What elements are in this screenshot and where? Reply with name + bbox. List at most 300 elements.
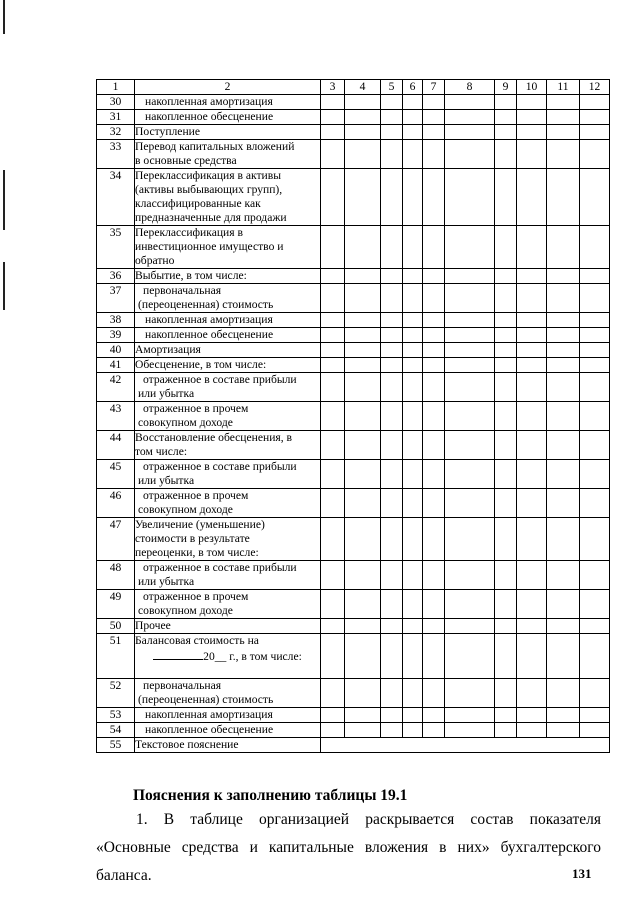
row-number: 37 xyxy=(97,284,135,313)
row-number: 40 xyxy=(97,343,135,358)
value-cell xyxy=(580,373,610,402)
row-number: 42 xyxy=(97,373,135,402)
value-cell xyxy=(321,110,345,125)
row-label-line: Обесценение, в том числе: xyxy=(135,358,267,371)
value-cell xyxy=(547,460,580,489)
value-cell xyxy=(547,723,580,738)
paragraph-text: 1. В таблице организацией раскрывается состав показателя «Основные средства и капитальные вложения в них» бухгалтерского баланса. xyxy=(96,811,601,884)
value-cell xyxy=(403,431,423,460)
row-label-line: Поступление xyxy=(135,125,201,138)
value-cell xyxy=(445,140,495,169)
value-cell xyxy=(403,619,423,634)
value-cell xyxy=(345,373,381,402)
value-cell xyxy=(403,169,423,226)
value-cell xyxy=(345,489,381,518)
value-cell xyxy=(381,269,403,284)
value-cell xyxy=(423,679,445,708)
value-cell xyxy=(381,723,403,738)
table-row xyxy=(97,708,610,723)
value-cell xyxy=(495,358,517,373)
row-number: 35 xyxy=(97,226,135,269)
value-cell xyxy=(423,269,445,284)
value-cell xyxy=(381,110,403,125)
row-label-line: отраженное в составе прибыли xyxy=(143,460,297,473)
table-row xyxy=(97,110,610,125)
table-row xyxy=(97,723,610,738)
value-cell xyxy=(423,125,445,140)
value-cell xyxy=(547,402,580,431)
row-label-line: накопленное обесценение xyxy=(145,723,274,736)
value-cell xyxy=(517,460,547,489)
value-cell xyxy=(403,561,423,590)
value-cell xyxy=(517,431,547,460)
value-cell xyxy=(495,226,517,269)
value-cell xyxy=(321,708,345,723)
value-cell xyxy=(381,226,403,269)
value-cell xyxy=(403,634,423,679)
explanations-heading: Пояснения к заполнению таблицы 19.1 xyxy=(133,787,408,804)
value-cell xyxy=(403,95,423,110)
value-cell xyxy=(381,431,403,460)
value-cell xyxy=(403,590,423,619)
value-cell xyxy=(345,634,381,679)
value-cell xyxy=(445,460,495,489)
row-number: 41 xyxy=(97,358,135,373)
value-cell xyxy=(495,284,517,313)
value-cell xyxy=(321,489,345,518)
value-cell xyxy=(321,402,345,431)
row-number: 53 xyxy=(97,708,135,723)
value-cell xyxy=(547,140,580,169)
row-label xyxy=(135,561,321,590)
row-label-line: первоначальная xyxy=(143,679,222,692)
value-cell xyxy=(403,518,423,561)
value-cell xyxy=(381,460,403,489)
row-label-line: Выбытие, в том числе: xyxy=(135,269,247,282)
value-cell xyxy=(381,634,403,679)
row-label-line: накопленная амортизация xyxy=(145,708,273,721)
row-label-line: в основные средства xyxy=(135,154,237,167)
value-cell xyxy=(321,284,345,313)
table-row xyxy=(97,460,610,489)
value-cell xyxy=(445,679,495,708)
table-row xyxy=(97,431,610,460)
value-cell xyxy=(517,723,547,738)
value-cell xyxy=(423,460,445,489)
value-cell xyxy=(517,343,547,358)
value-cell xyxy=(580,269,610,284)
row-number: 51 xyxy=(97,634,135,679)
value-cell xyxy=(381,313,403,328)
value-cell xyxy=(321,226,345,269)
value-cell xyxy=(445,328,495,343)
value-cell xyxy=(345,708,381,723)
header-cell: 5 xyxy=(381,80,403,95)
value-cell xyxy=(547,358,580,373)
value-cell xyxy=(321,343,345,358)
row-label xyxy=(135,269,321,284)
value-cell xyxy=(345,518,381,561)
row-label-line: накопленное обесценение xyxy=(145,328,274,341)
value-cell xyxy=(547,284,580,313)
value-cell xyxy=(517,269,547,284)
value-cell xyxy=(445,402,495,431)
value-cell xyxy=(423,313,445,328)
value-cell xyxy=(580,226,610,269)
value-cell xyxy=(495,328,517,343)
value-cell xyxy=(495,140,517,169)
row-number: 54 xyxy=(97,723,135,738)
value-cell xyxy=(403,110,423,125)
row-label-line: предназначенные для продажи xyxy=(135,211,287,224)
value-cell xyxy=(381,328,403,343)
value-cell xyxy=(403,140,423,169)
row-label-line: отраженное в прочем xyxy=(143,489,249,502)
row-label-line: переоценки, в том числе: xyxy=(135,546,259,559)
table-row xyxy=(97,284,610,313)
value-cell xyxy=(403,402,423,431)
value-cell xyxy=(381,708,403,723)
value-cell xyxy=(517,619,547,634)
row-number: 36 xyxy=(97,269,135,284)
value-cell xyxy=(517,708,547,723)
row-label xyxy=(135,169,321,226)
row-label-line: Перевод капитальных вложений xyxy=(135,140,295,153)
value-cell xyxy=(403,125,423,140)
value-cell xyxy=(445,125,495,140)
value-cell xyxy=(547,95,580,110)
row-number: 44 xyxy=(97,431,135,460)
value-cell xyxy=(423,226,445,269)
row-label-line: том числе: xyxy=(135,445,188,458)
row-label xyxy=(135,226,321,269)
value-cell xyxy=(445,590,495,619)
value-cell xyxy=(517,489,547,518)
value-cell xyxy=(517,125,547,140)
value-cell xyxy=(517,634,547,679)
row-number: 52 xyxy=(97,679,135,708)
value-cell xyxy=(321,95,345,110)
row-label-line: или убытка xyxy=(138,575,195,588)
row-number: 30 xyxy=(97,95,135,110)
value-cell xyxy=(381,169,403,226)
margin-mark-lower xyxy=(3,262,5,310)
value-cell xyxy=(547,125,580,140)
value-cell xyxy=(345,561,381,590)
table-row xyxy=(97,313,610,328)
table-row xyxy=(97,358,610,373)
value-cell xyxy=(580,723,610,738)
row-number: 49 xyxy=(97,590,135,619)
value-cell xyxy=(321,125,345,140)
value-cell xyxy=(345,460,381,489)
value-cell xyxy=(547,169,580,226)
row-label-line: отраженное в прочем xyxy=(143,590,249,603)
value-cell xyxy=(403,723,423,738)
value-cell xyxy=(345,590,381,619)
value-cell xyxy=(423,619,445,634)
value-cell xyxy=(517,169,547,226)
value-cell xyxy=(423,284,445,313)
table-row xyxy=(97,402,610,431)
row-label-line: совокупном доходе xyxy=(138,416,233,429)
value-cell xyxy=(580,634,610,679)
row-label-line: обратно xyxy=(135,254,175,267)
row-number: 43 xyxy=(97,402,135,431)
value-cell xyxy=(423,169,445,226)
value-cell xyxy=(423,95,445,110)
value-cell xyxy=(381,619,403,634)
row-label xyxy=(135,140,321,169)
value-cell xyxy=(495,723,517,738)
table-row xyxy=(97,561,610,590)
header-cell: 11 xyxy=(547,80,580,95)
value-cell xyxy=(381,140,403,169)
value-cell xyxy=(517,561,547,590)
value-cell xyxy=(580,328,610,343)
value-cell xyxy=(580,402,610,431)
value-cell xyxy=(517,328,547,343)
value-cell xyxy=(321,269,345,284)
value-cell xyxy=(445,723,495,738)
row-label xyxy=(135,619,321,634)
table-row xyxy=(97,328,610,343)
value-cell xyxy=(381,402,403,431)
value-cell xyxy=(345,619,381,634)
header-cell: 9 xyxy=(495,80,517,95)
row-label-line: накопленная амортизация xyxy=(145,313,273,326)
value-cell xyxy=(321,460,345,489)
value-cell xyxy=(381,489,403,518)
value-cell xyxy=(423,590,445,619)
row-number: 45 xyxy=(97,460,135,489)
value-cell xyxy=(580,679,610,708)
value-cell xyxy=(403,373,423,402)
value-cell xyxy=(321,518,345,561)
value-cell xyxy=(580,110,610,125)
value-cell xyxy=(517,140,547,169)
row-label-line: или убытка xyxy=(138,387,195,400)
table-row xyxy=(97,373,610,402)
row-label-line: Балансовая стоимость на xyxy=(135,634,259,647)
row-label xyxy=(135,431,321,460)
row-label xyxy=(135,708,321,723)
value-cell xyxy=(445,313,495,328)
value-cell xyxy=(321,431,345,460)
value-cell xyxy=(381,590,403,619)
row-label xyxy=(135,679,321,708)
row-label-line: или убытка xyxy=(138,474,195,487)
value-cell xyxy=(580,708,610,723)
value-cell xyxy=(403,269,423,284)
value-cell xyxy=(445,95,495,110)
value-cell xyxy=(580,284,610,313)
value-cell xyxy=(445,518,495,561)
value-cell xyxy=(580,343,610,358)
value-cell xyxy=(495,402,517,431)
value-cell xyxy=(321,561,345,590)
value-cell xyxy=(445,634,495,679)
value-cell xyxy=(547,518,580,561)
value-cell xyxy=(445,373,495,402)
value-cell xyxy=(580,460,610,489)
value-cell xyxy=(345,343,381,358)
value-cell xyxy=(517,679,547,708)
table-row xyxy=(97,518,610,561)
value-cell xyxy=(345,679,381,708)
row-label-line: накопленная амортизация xyxy=(145,95,273,108)
value-cell xyxy=(445,226,495,269)
row-label-line: отраженное в составе прибыли xyxy=(143,373,297,386)
value-cell xyxy=(345,284,381,313)
value-cell xyxy=(403,489,423,518)
value-cell xyxy=(495,313,517,328)
value-cell xyxy=(403,284,423,313)
value-cell xyxy=(580,169,610,226)
table-row xyxy=(97,169,610,226)
value-cell xyxy=(517,110,547,125)
value-cell xyxy=(423,723,445,738)
value-cell xyxy=(423,518,445,561)
value-cell xyxy=(423,708,445,723)
row-label xyxy=(135,402,321,431)
value-cell xyxy=(445,561,495,590)
value-cell xyxy=(495,518,517,561)
row-label xyxy=(135,284,321,313)
row-label-line: стоимости в результате xyxy=(135,532,250,545)
row-number: 39 xyxy=(97,328,135,343)
value-cell xyxy=(321,679,345,708)
table-row xyxy=(97,140,610,169)
value-cell xyxy=(495,679,517,708)
value-cell xyxy=(445,489,495,518)
value-cell xyxy=(517,313,547,328)
value-cell xyxy=(321,328,345,343)
table-row xyxy=(97,590,610,619)
value-cell xyxy=(345,358,381,373)
value-cell xyxy=(345,140,381,169)
value-cell xyxy=(381,373,403,402)
value-cell xyxy=(445,269,495,284)
value-cell xyxy=(381,125,403,140)
header-cell: 1 xyxy=(97,80,135,95)
value-cell xyxy=(495,708,517,723)
row-label-line: Текстовое пояснение xyxy=(135,738,239,751)
row-label-line: совокупном доходе xyxy=(138,503,233,516)
value-cell xyxy=(403,358,423,373)
row-number: 50 xyxy=(97,619,135,634)
value-cell xyxy=(580,518,610,561)
row-label xyxy=(135,373,321,402)
value-cell xyxy=(321,313,345,328)
value-cell xyxy=(345,95,381,110)
row-label-line: совокупном доходе xyxy=(138,604,233,617)
header-cell: 3 xyxy=(321,80,345,95)
value-cell xyxy=(517,226,547,269)
header-cell: 2 xyxy=(135,80,321,95)
value-cell xyxy=(517,358,547,373)
row-number: 47 xyxy=(97,518,135,561)
value-cell xyxy=(495,590,517,619)
row-label xyxy=(135,460,321,489)
table-row xyxy=(97,226,610,269)
value-cell xyxy=(495,110,517,125)
value-cell xyxy=(547,634,580,679)
value-cell xyxy=(445,110,495,125)
margin-mark-middle xyxy=(3,170,5,230)
value-cell xyxy=(423,402,445,431)
value-cell xyxy=(381,679,403,708)
value-cell xyxy=(321,723,345,738)
value-cell xyxy=(403,226,423,269)
value-cell xyxy=(423,110,445,125)
row-label-line: накопленное обесценение xyxy=(145,110,274,123)
assets-table xyxy=(96,79,610,753)
value-cell xyxy=(403,460,423,489)
value-cell xyxy=(321,140,345,169)
value-cell xyxy=(345,125,381,140)
row-label-line: отраженное в составе прибыли xyxy=(143,561,297,574)
row-label-line: (активы выбывающих групп), xyxy=(135,183,283,196)
value-cell xyxy=(345,723,381,738)
row-label-line: Переклассификация в активы xyxy=(135,169,282,182)
value-cell xyxy=(547,343,580,358)
value-cell xyxy=(580,431,610,460)
value-cell xyxy=(547,489,580,518)
merged-value-cell xyxy=(321,738,610,753)
value-cell xyxy=(423,343,445,358)
value-cell xyxy=(547,431,580,460)
row-label xyxy=(135,590,321,619)
value-cell xyxy=(445,431,495,460)
value-cell xyxy=(547,313,580,328)
value-cell xyxy=(403,328,423,343)
row-number: 34 xyxy=(97,169,135,226)
value-cell xyxy=(495,169,517,226)
value-cell xyxy=(517,590,547,619)
value-cell xyxy=(547,561,580,590)
row-label xyxy=(135,489,321,518)
header-cell: 4 xyxy=(345,80,381,95)
table-row xyxy=(97,125,610,140)
table-row xyxy=(97,619,610,634)
value-cell xyxy=(580,95,610,110)
table-row xyxy=(97,679,610,708)
row-label-line: Увеличение (уменьшение) xyxy=(135,518,265,531)
row-label xyxy=(135,738,321,753)
value-cell xyxy=(321,373,345,402)
value-cell xyxy=(321,634,345,679)
value-cell xyxy=(321,169,345,226)
row-number: 48 xyxy=(97,561,135,590)
row-label-line: первоначальная xyxy=(143,284,222,297)
row-label-line: Прочее xyxy=(135,619,171,632)
row-label xyxy=(135,343,321,358)
value-cell xyxy=(403,343,423,358)
value-cell xyxy=(445,619,495,634)
value-cell xyxy=(403,313,423,328)
value-cell xyxy=(321,619,345,634)
value-cell xyxy=(445,284,495,313)
value-cell xyxy=(495,343,517,358)
row-label xyxy=(135,328,321,343)
row-label-line xyxy=(135,664,320,678)
margin-mark-top xyxy=(3,0,5,34)
value-cell xyxy=(403,708,423,723)
value-cell xyxy=(580,619,610,634)
value-cell xyxy=(495,95,517,110)
value-cell xyxy=(345,402,381,431)
